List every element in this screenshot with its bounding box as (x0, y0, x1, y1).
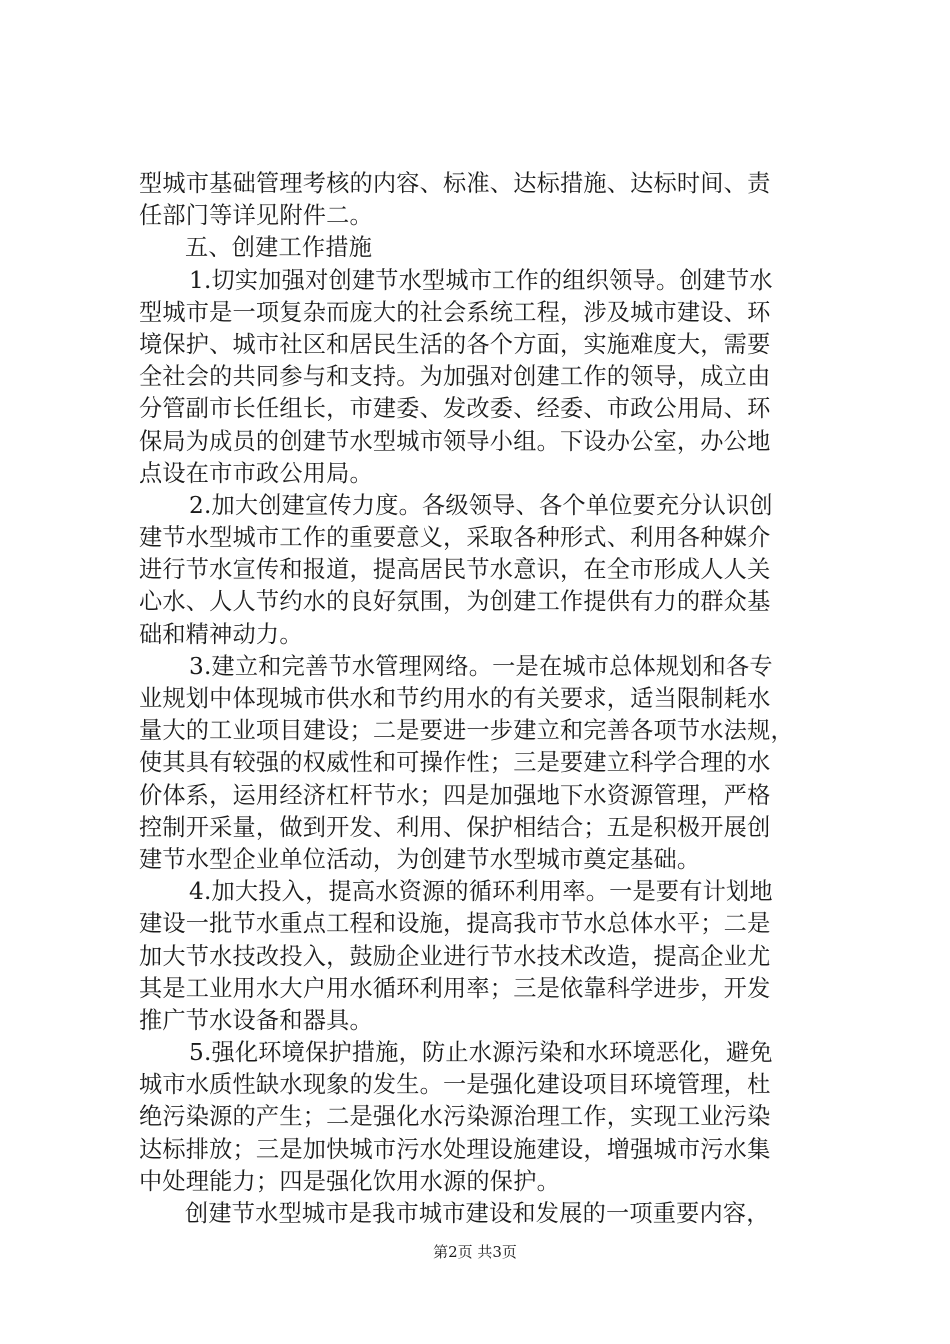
text-line: 4.加大投入，提高水资源的循环利用率。一是要有计划地 (189, 878, 773, 906)
page-footer (0, 1242, 950, 1262)
text-line: 绝污染源的产生；二是强化水污染源治理工作，实现工业污染 (139, 1103, 771, 1131)
text-line: 中处理能力；四是强化饮用水源的保护。 (139, 1167, 560, 1195)
text-line: 3.建立和完善节水管理网络。一是在城市总体规划和各专 (189, 652, 773, 680)
text-line: 推广节水设备和器具。 (139, 1006, 373, 1034)
text-line: 城市水质性缺水现象的发生。一是强化建设项目环境管理，杜 (139, 1071, 771, 1099)
text-line: 创建节水型城市是我市城市建设和发展的一项重要内容， (185, 1200, 770, 1227)
text-line: 型城市基础管理考核的内容、标准、达标措施、达标时间、责 (139, 170, 771, 197)
section-heading: 五、创建工作措施 (185, 234, 373, 262)
text-line: 心水、人人节约水的良好氛围，为创建工作提供有力的群众基 (139, 588, 771, 616)
text-line: 进行节水宣传和报道，提高居民节水意识，在全市形成人人关 (139, 556, 771, 584)
page-number-label: 第2页 共3页 (433, 1243, 517, 1261)
text-line: 境保护、城市社区和居民生活的各个方面，实施难度大，需要 (139, 330, 771, 358)
text-line: 1.切实加强对创建节水型城市工作的组织领导。创建节水 (189, 266, 773, 294)
text-line: 达标排放；三是加快城市污水处理设施建设，增强城市污水集 (139, 1135, 771, 1163)
text-line: 建设一批节水重点工程和设施，提高我市节水总体水平；二是 (139, 910, 771, 938)
text-line: 使其具有较强的权威性和可操作性；三是要建立科学合理的水 (139, 749, 771, 777)
text-line: 分管副市长任组长，市建委、发改委、经委、市政公用局、环 (139, 395, 771, 423)
text-line: 业规划中体现城市供水和节约用水的有关要求，适当限制耗水 (139, 685, 771, 712)
text-line: 保局为成员的创建节水型城市领导小组。下设办公室，办公地 (139, 427, 771, 455)
text-line: 量大的工业项目建设；二是要进一步建立和完善各项节水法规， (139, 717, 794, 745)
text-line: 点设在市市政公用局。 (139, 459, 373, 487)
text-line: 型城市是一项复杂而庞大的社会系统工程，涉及城市建设、环 (139, 298, 771, 326)
text-line: 其是工业用水大户用水循环利用率；三是依靠科学进步，开发 (139, 974, 771, 1002)
text-line: 2.加大创建宣传力度。各级领导、各个单位要充分认识创 (189, 491, 773, 519)
document-body (139, 168, 827, 1230)
text-line: 价体系，运用经济杠杆节水；四是加强地下水资源管理，严格 (139, 781, 771, 809)
text-line: 全社会的共同参与和支持。为加强对创建工作的领导，成立由 (139, 363, 771, 391)
text-line: 任部门等详见附件二。 (139, 202, 373, 230)
text-line: 建节水型城市工作的重要意义，采取各种形式、利用各种媒介 (139, 524, 771, 552)
text-line: 5.强化环境保护措施，防止水源污染和水环境恶化，避免 (189, 1039, 773, 1067)
text-line: 础和精神动力。 (139, 620, 303, 648)
text-line: 加大节水技改投入，鼓励企业进行节水技术改造，提高企业尤 (139, 942, 771, 970)
text-line: 控制开采量，做到开发、利用、保护相结合；五是积极开展创 (139, 813, 771, 841)
text-line: 建节水型企业单位活动，为创建节水型城市奠定基础。 (139, 845, 701, 873)
